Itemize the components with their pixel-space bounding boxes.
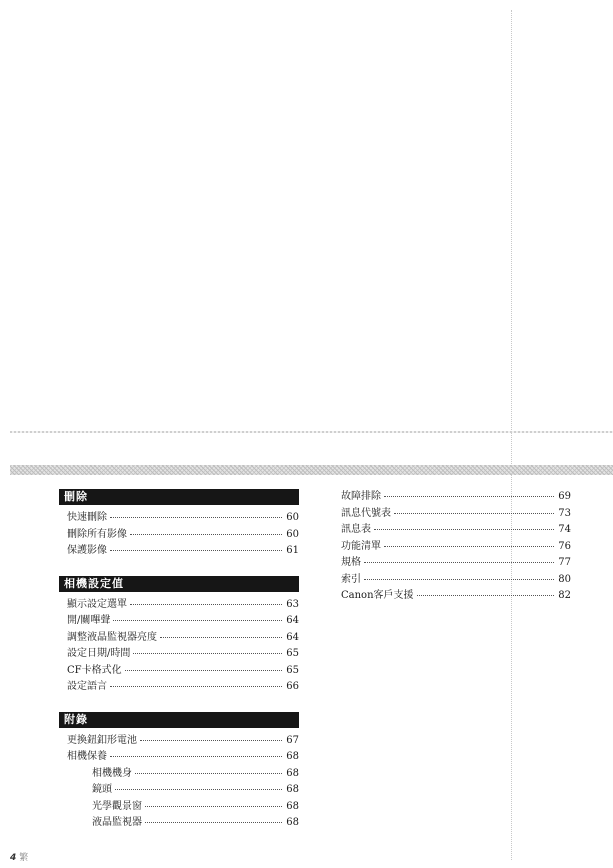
- entry-page: 82: [558, 590, 571, 601]
- entry-label: 相機保養: [67, 751, 107, 762]
- toc-entry[interactable]: [59, 543, 299, 560]
- dot-leader: [384, 546, 554, 547]
- toc-subentry[interactable]: [59, 815, 299, 832]
- entry-page: 65: [286, 664, 299, 676]
- toc-entry[interactable]: [341, 489, 571, 506]
- entry-page: 68: [286, 751, 299, 762]
- toc-subentry[interactable]: [59, 766, 299, 783]
- entry-label: 相機機身: [92, 767, 132, 779]
- entry-page: 64: [286, 631, 299, 643]
- entry-label: 光學觀景窗: [92, 800, 142, 812]
- dot-leader: [145, 822, 282, 823]
- entry-page: 65: [286, 648, 299, 659]
- dot-leader: [135, 773, 282, 774]
- dot-leader: [110, 686, 282, 687]
- section-camera-settings: [59, 576, 299, 696]
- entry-label: 開/關嗶聲: [67, 615, 111, 626]
- toc-entry[interactable]: [59, 613, 299, 630]
- dot-leader: [417, 595, 554, 596]
- toc-entry[interactable]: [59, 527, 299, 544]
- section-appendix: [59, 712, 299, 832]
- dot-leader: [160, 637, 282, 638]
- section-heading: 附錄: [59, 712, 299, 728]
- entry-label: 調整液晶監視器亮度: [67, 631, 157, 643]
- separator-line: [10, 431, 613, 433]
- dot-leader: [110, 550, 282, 551]
- dot-leader: [384, 496, 554, 497]
- entry-page: 64: [286, 615, 299, 626]
- entry-page: 68: [286, 767, 299, 779]
- toc-entry[interactable]: [59, 663, 299, 680]
- entry-page: 68: [286, 800, 299, 812]
- gray-divider-band: [10, 465, 613, 475]
- section-heading: 刪除: [59, 489, 299, 505]
- entry-page: 67: [286, 734, 299, 746]
- entry-page: 80: [558, 573, 571, 585]
- page-number: 4: [10, 853, 17, 863]
- dot-leader: [125, 670, 282, 671]
- dot-leader: [140, 740, 282, 741]
- language-mark: 繁: [19, 853, 29, 863]
- entry-page: 77: [558, 557, 571, 568]
- entry-page: 60: [286, 528, 299, 540]
- toc-entry[interactable]: [59, 646, 299, 663]
- entry-label: 設定日期/時間: [67, 648, 131, 659]
- entry-page: 76: [558, 540, 571, 552]
- dot-leader: [130, 604, 282, 605]
- toc-entry[interactable]: [341, 539, 571, 556]
- toc-entry[interactable]: [341, 522, 571, 539]
- dot-leader: [110, 517, 282, 518]
- section-heading: 相機設定值: [59, 576, 299, 592]
- entry-page: 63: [286, 598, 299, 610]
- dot-leader: [394, 513, 554, 514]
- entry-label: 快速刪除: [67, 512, 107, 523]
- entry-page: 68: [286, 784, 299, 795]
- toc-subentry[interactable]: [59, 782, 299, 799]
- entry-label: 訊息代號表: [341, 507, 391, 519]
- entry-label: 保護影像: [67, 545, 107, 556]
- toc-entry[interactable]: [59, 733, 299, 750]
- entry-page: 69: [558, 491, 571, 502]
- entry-label: 功能清單: [341, 540, 381, 552]
- entry-page: 66: [286, 681, 299, 692]
- entry-label: 液晶監視器: [92, 817, 142, 828]
- toc-entry[interactable]: [59, 510, 299, 527]
- toc-entry[interactable]: [59, 749, 299, 766]
- toc-entry[interactable]: [59, 630, 299, 647]
- entry-label: 設定語言: [67, 681, 107, 692]
- dot-leader: [145, 806, 282, 807]
- entry-label: CF卡格式化: [67, 664, 122, 676]
- toc-entry[interactable]: [341, 506, 571, 523]
- dot-leader: [130, 534, 282, 535]
- entry-page: 60: [286, 512, 299, 523]
- entry-label: 鏡頭: [92, 784, 112, 795]
- dot-leader: [115, 789, 282, 790]
- entry-label: 更換鈕釦形電池: [67, 734, 137, 746]
- page-footer: [10, 850, 28, 863]
- toc-subentry[interactable]: [59, 799, 299, 816]
- dot-leader: [110, 756, 282, 757]
- entry-label: 索引: [341, 573, 361, 585]
- toc-entry[interactable]: [341, 588, 571, 605]
- toc-entry[interactable]: [341, 555, 571, 572]
- dot-leader: [133, 653, 282, 654]
- entry-label: 故障排除: [341, 491, 381, 502]
- entry-page: 74: [558, 524, 571, 535]
- entry-label: Canon客戶支援: [341, 590, 414, 601]
- entry-label: 規格: [341, 557, 361, 568]
- toc-right-column: [341, 489, 571, 605]
- section-delete: [59, 489, 299, 560]
- toc-entry[interactable]: [59, 597, 299, 614]
- dot-leader: [113, 620, 282, 621]
- dot-leader: [364, 579, 554, 580]
- toc-entry[interactable]: [59, 679, 299, 696]
- entry-page: 61: [286, 545, 299, 556]
- dot-leader: [374, 529, 554, 530]
- page-fold-line: [511, 10, 512, 860]
- toc-entry[interactable]: [341, 572, 571, 589]
- entry-page: 68: [286, 817, 299, 828]
- dot-leader: [364, 562, 554, 563]
- toc-left-column: [59, 489, 299, 848]
- entry-label: 訊息表: [341, 524, 371, 535]
- entry-label: 顯示設定選單: [67, 598, 127, 610]
- entry-label: 刪除所有影像: [67, 528, 127, 540]
- entry-page: 73: [558, 507, 571, 519]
